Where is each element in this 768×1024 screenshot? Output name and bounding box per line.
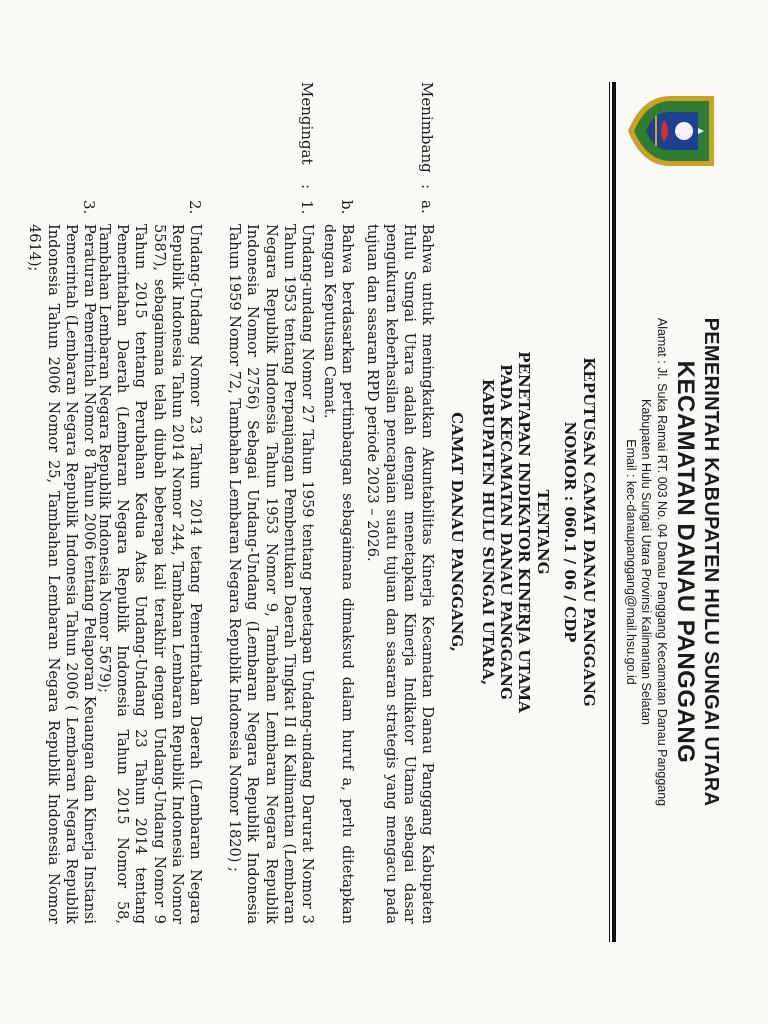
list-item-marker: 1. [298,200,316,215]
letterhead [618,72,724,952]
address-line-2: Kabupaten Hulu Sungai Utara Provinsi Kalimantan Selatan [639,399,653,725]
decree-title: KEPUTUSAN CAMAT DANAU PANGGANG [580,357,598,707]
address-line-1: Alamat : Jl. Suka Ramai RT. 003 No. 04 Danau Panggang Kecamatan Danau Panggang [655,317,669,807]
letterhead-divider-thick [612,82,616,942]
mengingat-colon: : [298,184,316,190]
issuer-title: CAMAT DANAU PANGGANG, [448,412,466,652]
about-heading: TENTANG [534,489,552,575]
subject-line-1: PENETAPAN INDIKATOR KINERJA UTAMA [515,351,533,713]
list-item-text: Peraturan Pemerintah Nomor 8 Tahun 2006 tentang Pelaporan Keuangan dan Kinerja Instansi Pemerintah (Lembaran Negara Republik Indonesia Tahun 2006 ( Lembaran Negara Republik Indonesia Tahun 2006 Nomor 25, Tambahan Lembaran Negara Republik Indonesia Nomor 4614); [26,224,97,924]
subject-line-2: PADA KECAMATAN DANAU PANGGANG [497,364,515,700]
menimbang-colon: : [418,184,436,190]
list-item-marker: b. [338,200,356,215]
list-item-marker: 3. [80,200,98,215]
decree-number: NOMOR : 060.1 / 06 / CDP [561,421,579,643]
regency-crest-icon [626,90,722,172]
mengingat-label: Mengingat [298,82,316,165]
list-item-text: Bahwa untuk meningkatkan Akuntabilitas Kinerja Kecamatan Danau Panggang Kabupaten Hulu Sungai Utara adalah dengan menetapkan Kinerja Indikator Utama sebagai dasar pengukuran keberhasilan pencapaian suatu tujuan dan sasaran strategis yang mengacu pada tujuan dan sasaran RPD periode 2023 – 2026. [364,224,435,924]
document-sheet [26,72,724,952]
list-item-marker: a. [418,200,436,214]
government-name: PEMERINTAH KABUPATEN HULU SUNGAI UTARA [700,317,722,807]
menimbang-label: Menimbang [418,82,436,173]
email-line: Email : kec-danaupanggang@mail.hsu.go.id [624,439,638,685]
list-item-marker: 2. [186,200,204,215]
list-item-text: Bahwa berdasarkan pertimbangan sebagaimana dimaksud dalam huruf a, perlu ditetapkan dengan Keputusan Camat. [320,224,355,924]
letterhead-divider-thin [609,82,610,942]
subject-line-3: KABUPATEN HULU SUNGAI UTARA, [479,378,497,686]
district-name: KECAMATAN DANAU PANGGANG [672,360,699,764]
list-item-text: Undang-undang Nomor 27 Tahun 1959 tentang penetapan Undang-undang Darurat Nomor 3 Tahun 1953 tentang Perpanjangan Pembentukan Daerah Tingkat II di Kalimantan (Lembaran Negara Republik Indonesia Tahun 1953 Nomor 9, Tambahan Lembaran Negara Republik Indonesia Nomor 2756) Sebagai Undang-Undang (Lembaran Negara Republik Indonesia Tahun 1959 Nomor 72, Tambahan Lembaran Negara Republik Indonesia Nomor 1820) ; [226,224,315,924]
list-item-text: Undang-Undang Nomor 23 Tahun 2014 tetang Pemerintahan Daerah (Lembaran Negara Republik Indonesia Tahun 2014 Nomor 244, Tambahan Lembaran Republik Indonesia Nomor 5587), sebagaimana telah diubah beberapa kali terakhir dengan Undang-Undang Nomor 9 Tahun 2015 tentang Perubahan Kedua Atas Undang-Undang 23 Tahun 2014 tentang Pemerintahan Daerah (Lembaran Negara Republik Indonesia Tahun 2015 Nomor 58, Tambahan Lembaran Negara Republik Indonesia Nomor 5679); [95,224,203,924]
